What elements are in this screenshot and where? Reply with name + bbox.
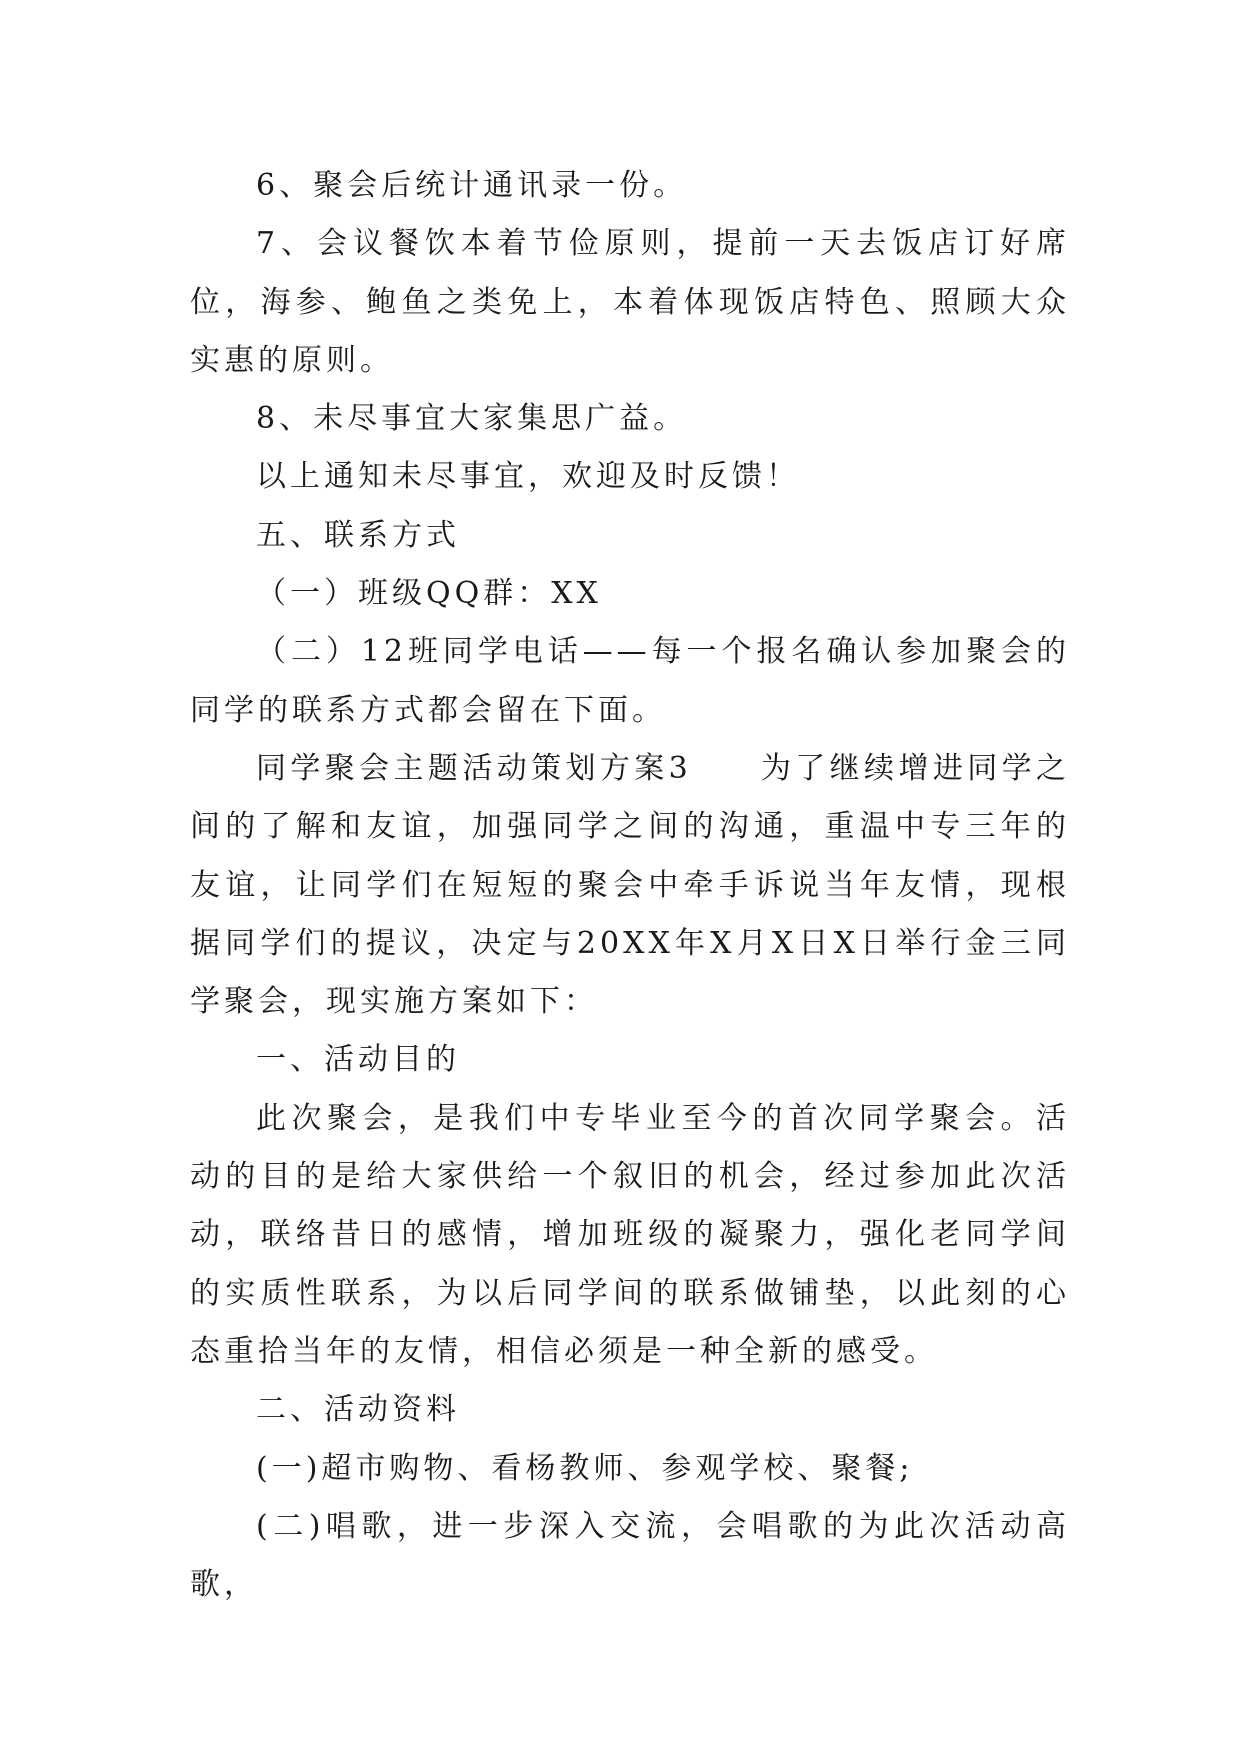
paragraph-plan-3-intro: 同学聚会主题活动策划方案3 为了继续增进同学之间的了解和友谊，加强同学之间的沟通，重温中专三年的友谊，让同学们在短短的聚会中牵手诉说当年友情，现根据同学们的提议，决定与20XX年X月X日X日举行金三同学聚会，现实施方案如下： <box>190 750 1070 1020</box>
paragraph-class-phone: （二）12班同学电话——每一个报名确认参加聚会的同学的联系方式都会留在下面。 <box>190 634 1070 728</box>
document-body <box>190 157 1070 1614</box>
paragraph-item-6: 6、聚会后统计通讯录一份。 <box>256 168 688 203</box>
paragraph-materials-1: (一)超市购物、看杨教师、参观学校、聚餐; <box>256 1450 914 1486</box>
paragraph-purpose: 此次聚会，是我们中专毕业至今的首次同学聚会。活动的目的是给大家供给一个叙旧的机会，经过参加此次活动，联络昔日的感情，增加班级的凝聚力，强化老同学间的实质性联系，为以后同学间的联系做铺垫，以此刻的心态重拾当年的友情，相信必须是一种全新的感受。 <box>190 1100 1070 1369</box>
section-heading-contact: 五、联系方式 <box>256 517 460 553</box>
paragraph-notice-feedback: 以上通知未尽事宜，欢迎及时反馈！ <box>256 459 800 495</box>
paragraph-qq-group: （一）班级QQ群：XX <box>256 576 602 612</box>
paragraph-item-8: 8、未尽事宜大家集思广益。 <box>256 401 688 437</box>
paragraph-item-7: 7、会议餐饮本着节俭原则，提前一天去饭店订好席位，海参、鲍鱼之类免上，本着体现饭店特色、照顾大众实惠的原则。 <box>190 226 1070 378</box>
section-heading-purpose: 一、活动目的 <box>256 1042 460 1078</box>
section-heading-materials: 二、活动资料 <box>256 1392 460 1428</box>
paragraph-materials-2: (二)唱歌，进一步深入交流，会唱歌的为此次活动高歌， <box>190 1508 1070 1603</box>
